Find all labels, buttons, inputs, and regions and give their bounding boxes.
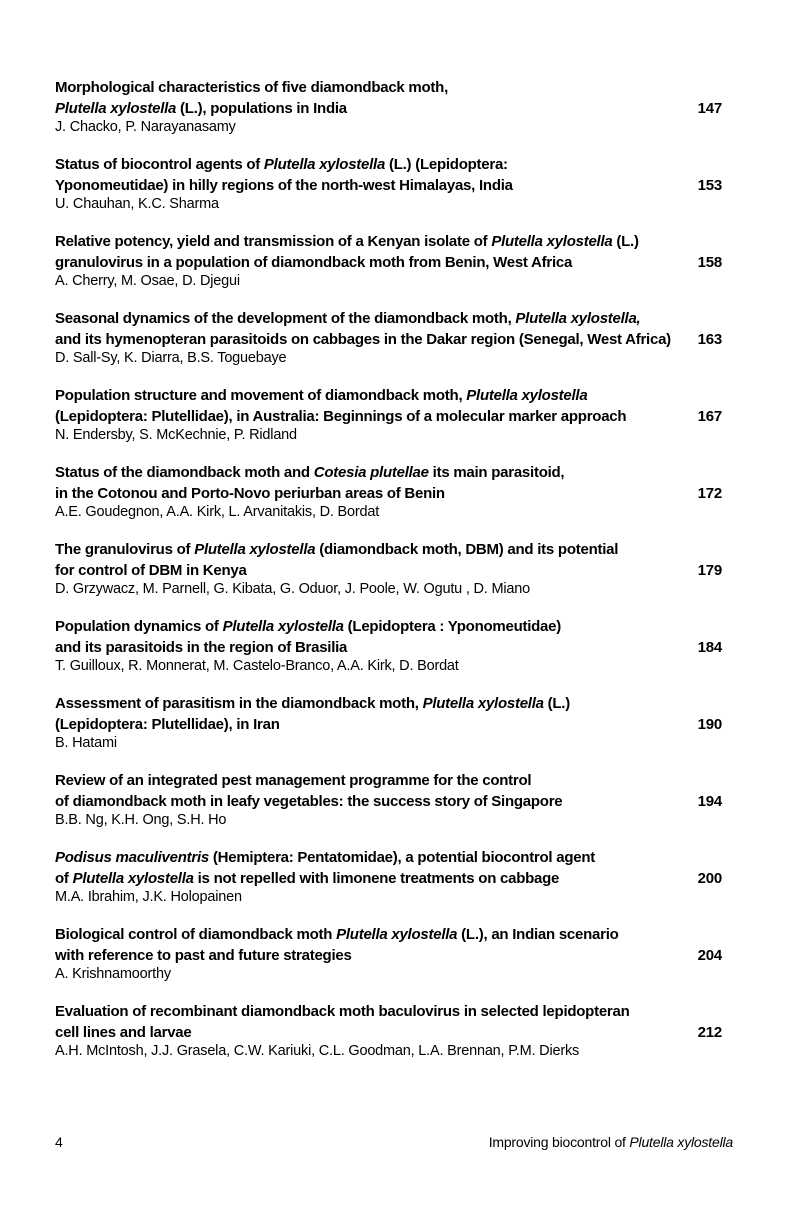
toc-entry xyxy=(55,539,722,598)
entry-title-line: Review of an integrated pest management programme for the control xyxy=(55,772,532,789)
toc-entry xyxy=(55,616,722,675)
entry-authors: N. Endersby, S. McKechnie, P. Ridland xyxy=(55,427,297,443)
entry-title-line: Morphological characteristics of five diamondback moth, xyxy=(55,79,449,96)
entry-title-line: with reference to past and future strategies xyxy=(55,947,352,964)
table-of-contents xyxy=(55,77,722,1078)
entry-page-number: 172 xyxy=(697,485,722,502)
toc-entry xyxy=(55,924,722,983)
entry-title-line: in the Cotonou and Porto-Novo periurban areas of Benin xyxy=(55,485,445,502)
entry-title-line: (Lepidoptera: Plutellidae), in Iran xyxy=(55,716,280,733)
entry-authors: J. Chacko, P. Narayanasamy xyxy=(55,119,236,135)
entry-page-number: 200 xyxy=(697,870,722,887)
toc-entry xyxy=(55,231,722,290)
entry-title-line: and its hymenopteran parasitoids on cabbages in the Dakar region (Senegal, West Africa) xyxy=(55,331,671,348)
entry-title-line: of Plutella xylostella is not repelled with limonene treatments on cabbage xyxy=(55,870,560,887)
entry-page-number: 184 xyxy=(697,639,722,656)
entry-title-line: Assessment of parasitism in the diamondback moth, Plutella xylostella (L.) xyxy=(55,695,570,712)
toc-entry xyxy=(55,693,722,752)
entry-page-number: 194 xyxy=(697,793,722,810)
entry-title-line: The granulovirus of Plutella xylostella (diamondback moth, DBM) and its potential xyxy=(55,541,619,558)
entry-title-line: Seasonal dynamics of the development of the diamondback moth, Plutella xylostella, xyxy=(55,310,641,327)
entry-title-line: granulovirus in a population of diamondback moth from Benin, West Africa xyxy=(55,254,573,271)
toc-entry xyxy=(55,308,722,367)
entry-page-number: 204 xyxy=(697,947,722,964)
entry-title-line: Plutella xylostella (L.), populations in India xyxy=(55,100,347,117)
entry-authors: D. Grzywacz, M. Parnell, G. Kibata, G. Oduor, J. Poole, W. Ogutu , D. Miano xyxy=(55,581,530,597)
entry-page-number: 190 xyxy=(697,716,722,733)
entry-title-line: Status of the diamondback moth and Cotesia plutellae its main parasitoid, xyxy=(55,464,565,481)
toc-entry xyxy=(55,385,722,444)
entry-authors: U. Chauhan, K.C. Sharma xyxy=(55,196,219,212)
entry-authors: A.E. Goudegnon, A.A. Kirk, L. Arvanitakis, D. Bordat xyxy=(55,504,380,520)
entry-title-line: Biological control of diamondback moth Plutella xylostella (L.), an Indian scenario xyxy=(55,926,619,943)
toc-entry xyxy=(55,77,722,136)
entry-page-number: 179 xyxy=(697,562,722,579)
entry-authors: A. Cherry, M. Osae, D. Djegui xyxy=(55,273,240,289)
entry-title-line: Status of biocontrol agents of Plutella xylostella (L.) (Lepidoptera: xyxy=(55,156,508,173)
toc-entry xyxy=(55,154,722,213)
entry-page-number: 147 xyxy=(697,100,722,117)
toc-entry xyxy=(55,770,722,829)
entry-authors: M.A. Ibrahim, J.K. Holopainen xyxy=(55,889,242,905)
toc-entry xyxy=(55,1001,722,1060)
toc-entry xyxy=(55,462,722,521)
page-footer xyxy=(55,1133,733,1151)
entry-title-line: cell lines and larvae xyxy=(55,1024,192,1041)
entry-authors: A. Krishnamoorthy xyxy=(55,966,171,982)
footer-running-title: Improving biocontrol of Plutella xylostella xyxy=(488,1134,733,1150)
entry-authors: T. Guilloux, R. Monnerat, M. Castelo-Branco, A.A. Kirk, D. Bordat xyxy=(55,658,459,674)
entry-authors: B.B. Ng, K.H. Ong, S.H. Ho xyxy=(55,812,227,828)
entry-authors: D. Sall-Sy, K. Diarra, B.S. Toguebaye xyxy=(55,350,287,366)
entry-title-line: for control of DBM in Kenya xyxy=(55,562,247,579)
entry-title-line: Population dynamics of Plutella xylostella (Lepidoptera : Yponomeutidae) xyxy=(55,618,561,635)
entry-title-line: (Lepidoptera: Plutellidae), in Australia: Beginnings of a molecular marker approach xyxy=(55,408,627,425)
entry-title-line: Evaluation of recombinant diamondback moth baculovirus in selected lepidopteran xyxy=(55,1003,630,1020)
footer-page-number: 4 xyxy=(55,1134,63,1150)
entry-title-line: Podisus maculiventris (Hemiptera: Pentatomidae), a potential biocontrol agent xyxy=(55,849,596,866)
entry-page-number: 153 xyxy=(697,177,722,194)
entry-title-line: and its parasitoids in the region of Brasilia xyxy=(55,639,348,656)
entry-page-number: 158 xyxy=(697,254,722,271)
entry-authors: B. Hatami xyxy=(55,735,117,751)
entry-page-number: 163 xyxy=(697,331,722,348)
entry-title-line: Population structure and movement of diamondback moth, Plutella xylostella xyxy=(55,387,588,404)
entry-title-line: Relative potency, yield and transmission of a Kenyan isolate of Plutella xylostella (L.) xyxy=(55,233,639,250)
entry-page-number: 212 xyxy=(697,1024,722,1041)
entry-page-number: 167 xyxy=(697,408,722,425)
entry-title-line: of diamondback moth in leafy vegetables: the success story of Singapore xyxy=(55,793,563,810)
entry-title-line: Yponomeutidae) in hilly regions of the north-west Himalayas, India xyxy=(55,177,513,194)
entry-authors: A.H. McIntosh, J.J. Grasela, C.W. Kariuki, C.L. Goodman, L.A. Brennan, P.M. Dierks xyxy=(55,1043,580,1059)
toc-entry xyxy=(55,847,722,906)
